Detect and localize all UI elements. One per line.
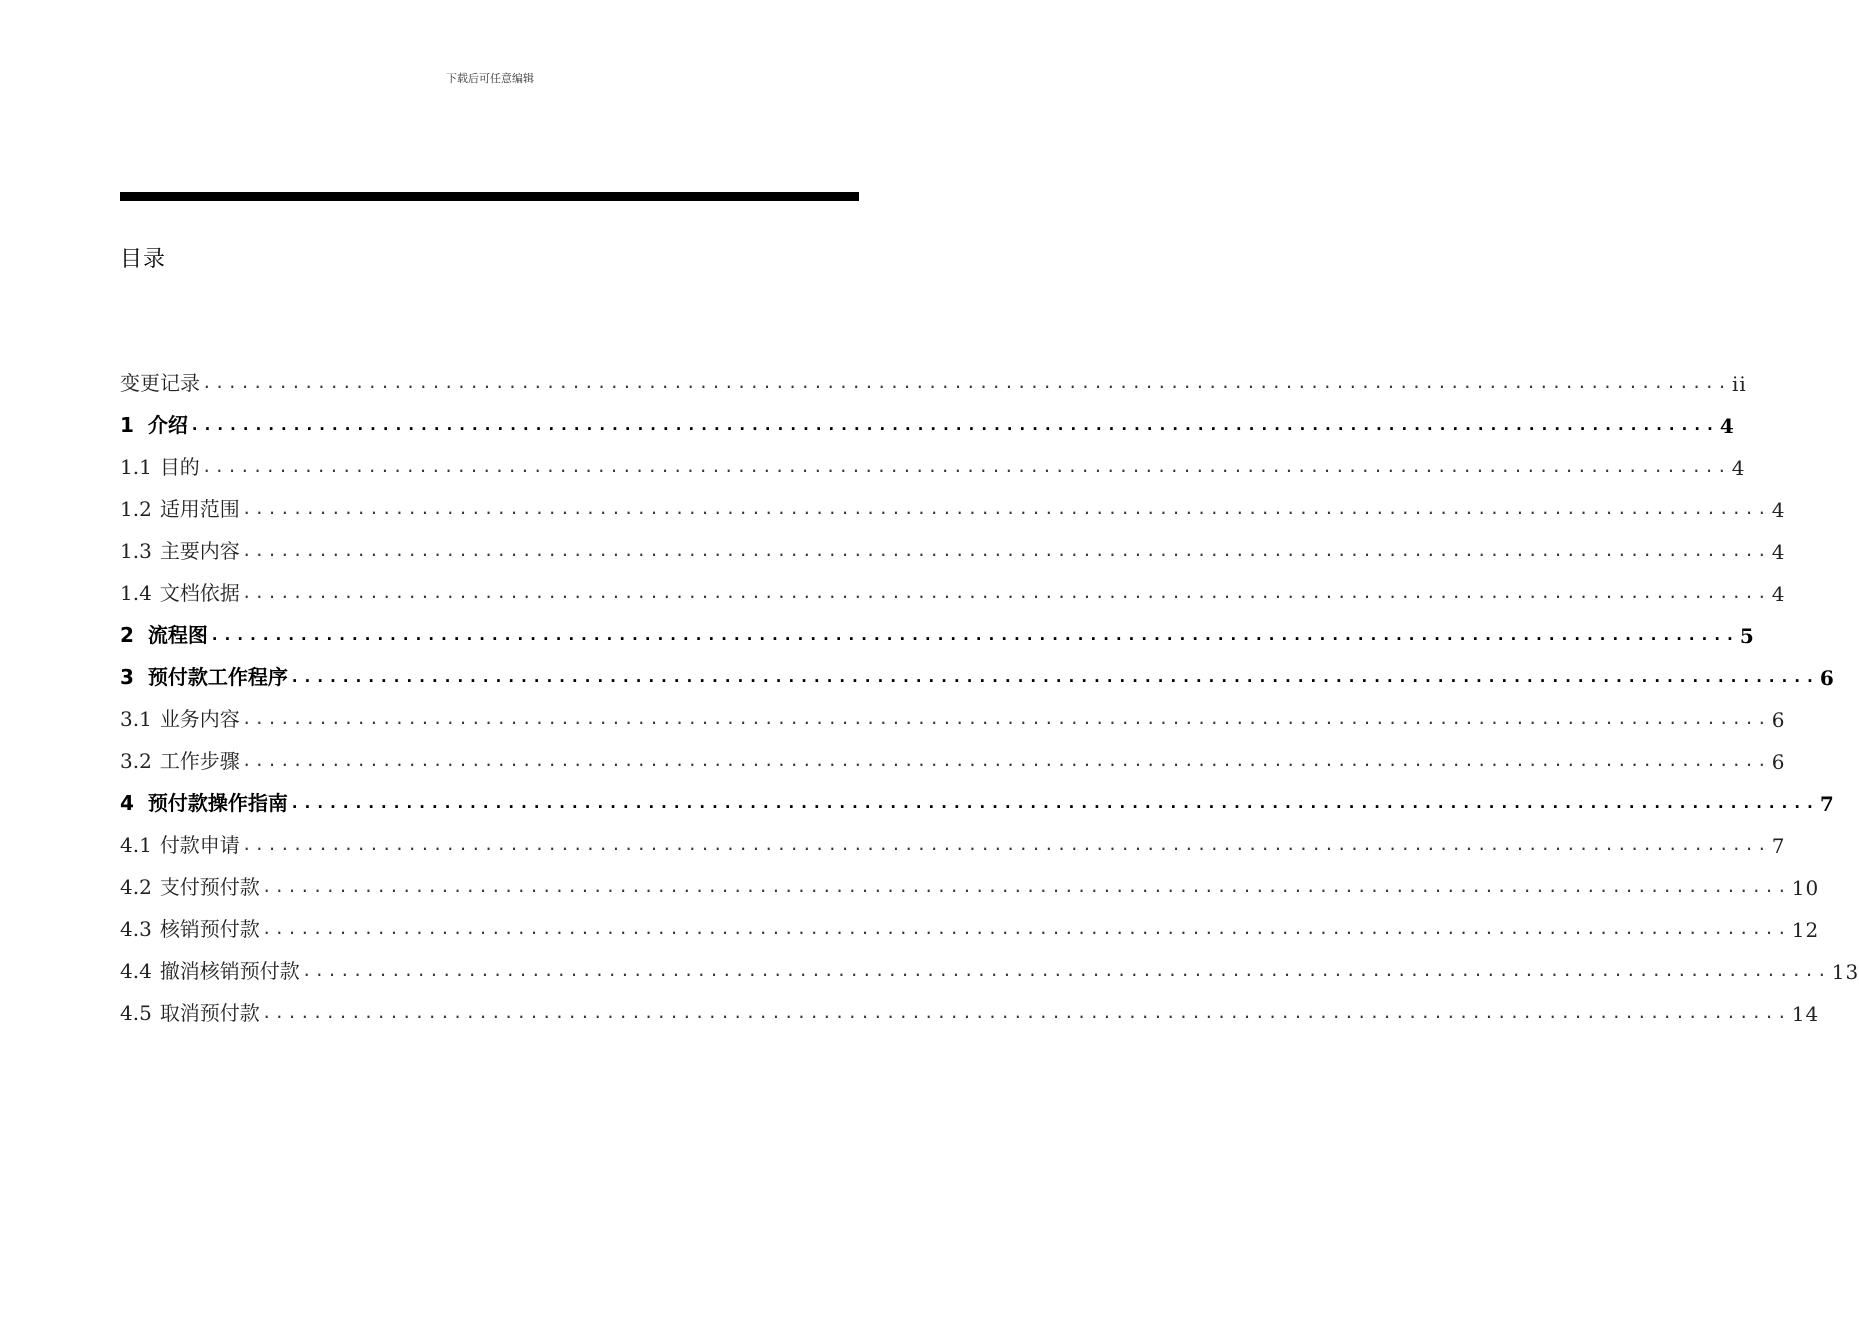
toc-entry-page: 4 <box>1771 582 1786 606</box>
toc-entry-page: 13 <box>1831 960 1859 984</box>
toc-entry-number: 3.2 <box>120 749 152 773</box>
toc-entry-page: 12 <box>1791 918 1820 942</box>
toc-entry-page: 4 <box>1771 498 1786 522</box>
toc-entry-label <box>120 493 240 522</box>
toc-dot-leader: ........................................................................................................................ <box>289 793 1818 812</box>
toc-entry-number: 1 <box>120 413 134 437</box>
toc-entry-number: 4.5 <box>120 1001 152 1025</box>
toc-entry[interactable] <box>120 480 1786 522</box>
toc-entry[interactable] <box>120 942 1859 984</box>
toc-entry-number: 4.3 <box>120 917 152 941</box>
toc-entry-number: 3.1 <box>120 707 152 731</box>
toc-entry[interactable] <box>120 690 1786 732</box>
toc-entry-title: 预付款工作程序 <box>147 665 288 689</box>
toc-entry-number: 2 <box>120 623 134 647</box>
toc-dot-leader: ........................................................................................................................ <box>261 1003 1790 1022</box>
toc-dot-leader: ........................................................................................................................ <box>241 709 1770 728</box>
toc-entry[interactable] <box>120 816 1786 858</box>
toc-entry-page: 4 <box>1771 540 1786 564</box>
toc-entry-page: 7 <box>1819 792 1835 816</box>
toc-list <box>120 354 1859 1026</box>
toc-entry-number: 4.2 <box>120 875 152 899</box>
toc-entry-number: 4.1 <box>120 833 152 857</box>
toc-entry[interactable] <box>120 564 1786 606</box>
toc-entry-title: 撤消核销预付款 <box>159 959 300 983</box>
toc-dot-leader: ........................................................................................................................ <box>209 625 1738 644</box>
toc-dot-leader: ........................................................................................................................ <box>189 415 1718 434</box>
toc-entry-page: 6 <box>1819 666 1835 690</box>
toc-entry-title: 流程图 <box>147 623 208 647</box>
toc-entry-number: 1.1 <box>120 455 152 479</box>
toc-entry-label <box>120 619 208 648</box>
toc-entry-title: 业务内容 <box>159 707 240 731</box>
toc-entry-label <box>120 451 200 480</box>
toc-dot-leader: ........................................................................................................................ <box>241 751 1770 770</box>
toc-entry-title: 预付款操作指南 <box>147 791 288 815</box>
toc-entry-page: 4 <box>1719 414 1735 438</box>
toc-entry-number: 1.2 <box>120 497 152 521</box>
toc-entry[interactable] <box>120 858 1820 900</box>
toc-entry-number: 3 <box>120 665 134 689</box>
toc-entry-title: 付款申请 <box>159 833 240 857</box>
toc-entry-label <box>120 409 188 438</box>
toc-entry-label <box>120 745 240 774</box>
toc-entry[interactable] <box>120 900 1820 942</box>
toc-entry-title: 支付预付款 <box>159 875 260 899</box>
toc-entry-number: 4.4 <box>120 959 152 983</box>
toc-entry-page: 4 <box>1731 456 1746 480</box>
toc-entry-title: 变更记录 <box>120 371 200 395</box>
toc-entry-label <box>120 829 240 858</box>
toc-entry[interactable] <box>120 984 1820 1026</box>
toc-dot-leader: ........................................................................................................................ <box>202 373 1730 392</box>
toc-entry-page: 14 <box>1791 1002 1820 1026</box>
title-rule <box>120 192 859 201</box>
toc-entry-title: 介绍 <box>147 413 188 437</box>
toc-entry-title: 工作步骤 <box>159 749 240 773</box>
toc-entry-number: 1.3 <box>120 539 152 563</box>
toc-entry-title: 核销预付款 <box>159 917 260 941</box>
toc-dot-leader: ........................................................................................................................ <box>241 583 1770 602</box>
toc-entry[interactable] <box>120 354 1747 396</box>
toc-entry-label <box>120 661 288 690</box>
toc-entry-title: 适用范围 <box>159 497 240 521</box>
toc-entry[interactable] <box>120 438 1746 480</box>
toc-entry[interactable] <box>120 522 1786 564</box>
toc-entry-label <box>120 535 240 564</box>
toc-entry-page: 10 <box>1791 876 1820 900</box>
toc-entry[interactable] <box>120 774 1835 816</box>
toc-entry-page: 7 <box>1771 834 1786 858</box>
toc-entry-label <box>120 913 260 942</box>
toc-entry-label <box>120 703 240 732</box>
toc-dot-leader: ........................................................................................................................ <box>241 499 1770 518</box>
toc-entry-page: 6 <box>1771 750 1786 774</box>
toc-entry[interactable] <box>120 732 1786 774</box>
toc-entry-label <box>120 367 200 396</box>
toc-title: 目录 <box>120 247 167 272</box>
toc-entry-label <box>120 871 260 900</box>
toc-dot-leader: ........................................................................................................................ <box>241 835 1770 854</box>
toc-dot-leader: ........................................................................................................................ <box>201 457 1730 476</box>
header-note: 下载后可任意编辑 <box>446 72 534 85</box>
toc-dot-leader: ........................................................................................................................ <box>301 961 1830 980</box>
toc-entry-label <box>120 787 288 816</box>
toc-entry-page: 6 <box>1771 708 1786 732</box>
toc-entry-number: 4 <box>120 791 134 815</box>
toc-entry-label <box>120 997 260 1026</box>
toc-entry[interactable] <box>120 396 1735 438</box>
toc-dot-leader: ........................................................................................................................ <box>241 541 1770 560</box>
toc-entry-number: 1.4 <box>120 581 152 605</box>
toc-dot-leader: ........................................................................................................................ <box>289 667 1818 686</box>
toc-dot-leader: ........................................................................................................................ <box>261 877 1790 896</box>
toc-entry-label <box>120 955 300 984</box>
toc-entry-page: ii <box>1731 372 1747 396</box>
toc-entry[interactable] <box>120 606 1755 648</box>
toc-dot-leader: ........................................................................................................................ <box>261 919 1790 938</box>
toc-entry-title: 主要内容 <box>159 539 240 563</box>
toc-entry-page: 5 <box>1739 624 1755 648</box>
toc-entry-title: 取消预付款 <box>159 1001 260 1025</box>
toc-entry-title: 目的 <box>159 455 200 479</box>
toc-entry-label <box>120 577 240 606</box>
toc-entry[interactable] <box>120 648 1835 690</box>
toc-entry-title: 文档依据 <box>159 581 240 605</box>
